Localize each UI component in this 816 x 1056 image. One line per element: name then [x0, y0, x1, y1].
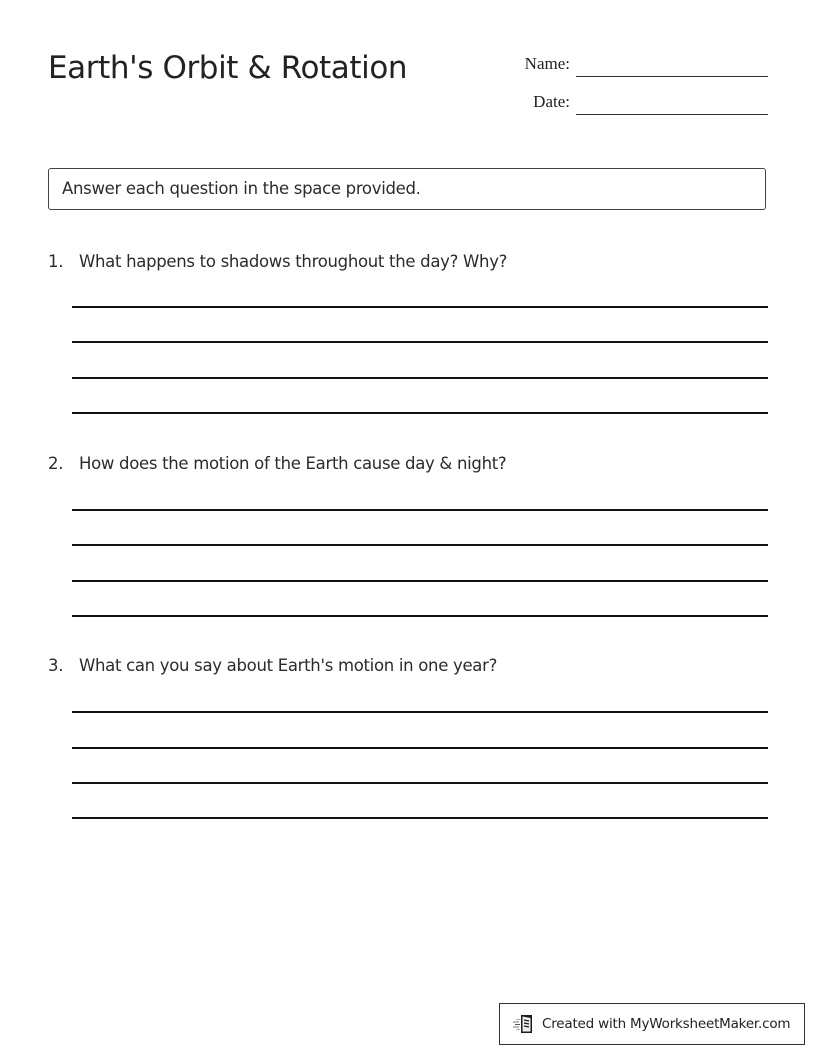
instructions-box	[48, 168, 766, 210]
worksheet-title: Earth's Orbit & Rotation	[48, 50, 408, 86]
question-number: 2.	[48, 454, 64, 473]
instructions-text: Answer each question in the space provided.	[62, 179, 421, 198]
answer-line[interactable]	[72, 412, 768, 414]
name-input-line[interactable]	[576, 76, 768, 77]
date-field[interactable]	[500, 88, 768, 118]
answer-line[interactable]	[72, 615, 768, 617]
question-text: How does the motion of the Earth cause day & night?	[79, 454, 507, 473]
answer-line[interactable]	[72, 747, 768, 749]
name-label: Name:	[524, 54, 570, 73]
answer-line[interactable]	[72, 509, 768, 511]
answer-line[interactable]	[72, 544, 768, 546]
name-field[interactable]	[500, 50, 768, 80]
answer-line[interactable]	[72, 377, 768, 379]
answer-line[interactable]	[72, 341, 768, 343]
question-text: What happens to shadows throughout the day? Why?	[79, 252, 508, 271]
answer-line[interactable]	[72, 711, 768, 713]
answer-line[interactable]	[72, 817, 768, 819]
footer-credit-text[interactable]: Created with MyWorksheetMaker.com	[542, 1016, 791, 1032]
footer-credit-badge[interactable]	[499, 1003, 805, 1045]
question-number: 3.	[48, 656, 64, 675]
worksheet-logo-icon	[512, 1013, 536, 1035]
question-text: What can you say about Earth's motion in one year?	[79, 656, 498, 675]
date-input-line[interactable]	[576, 114, 768, 115]
answer-line[interactable]	[72, 782, 768, 784]
question-number: 1.	[48, 252, 64, 271]
answer-line[interactable]	[72, 306, 768, 308]
date-label: Date:	[533, 92, 570, 111]
answer-line[interactable]	[72, 580, 768, 582]
